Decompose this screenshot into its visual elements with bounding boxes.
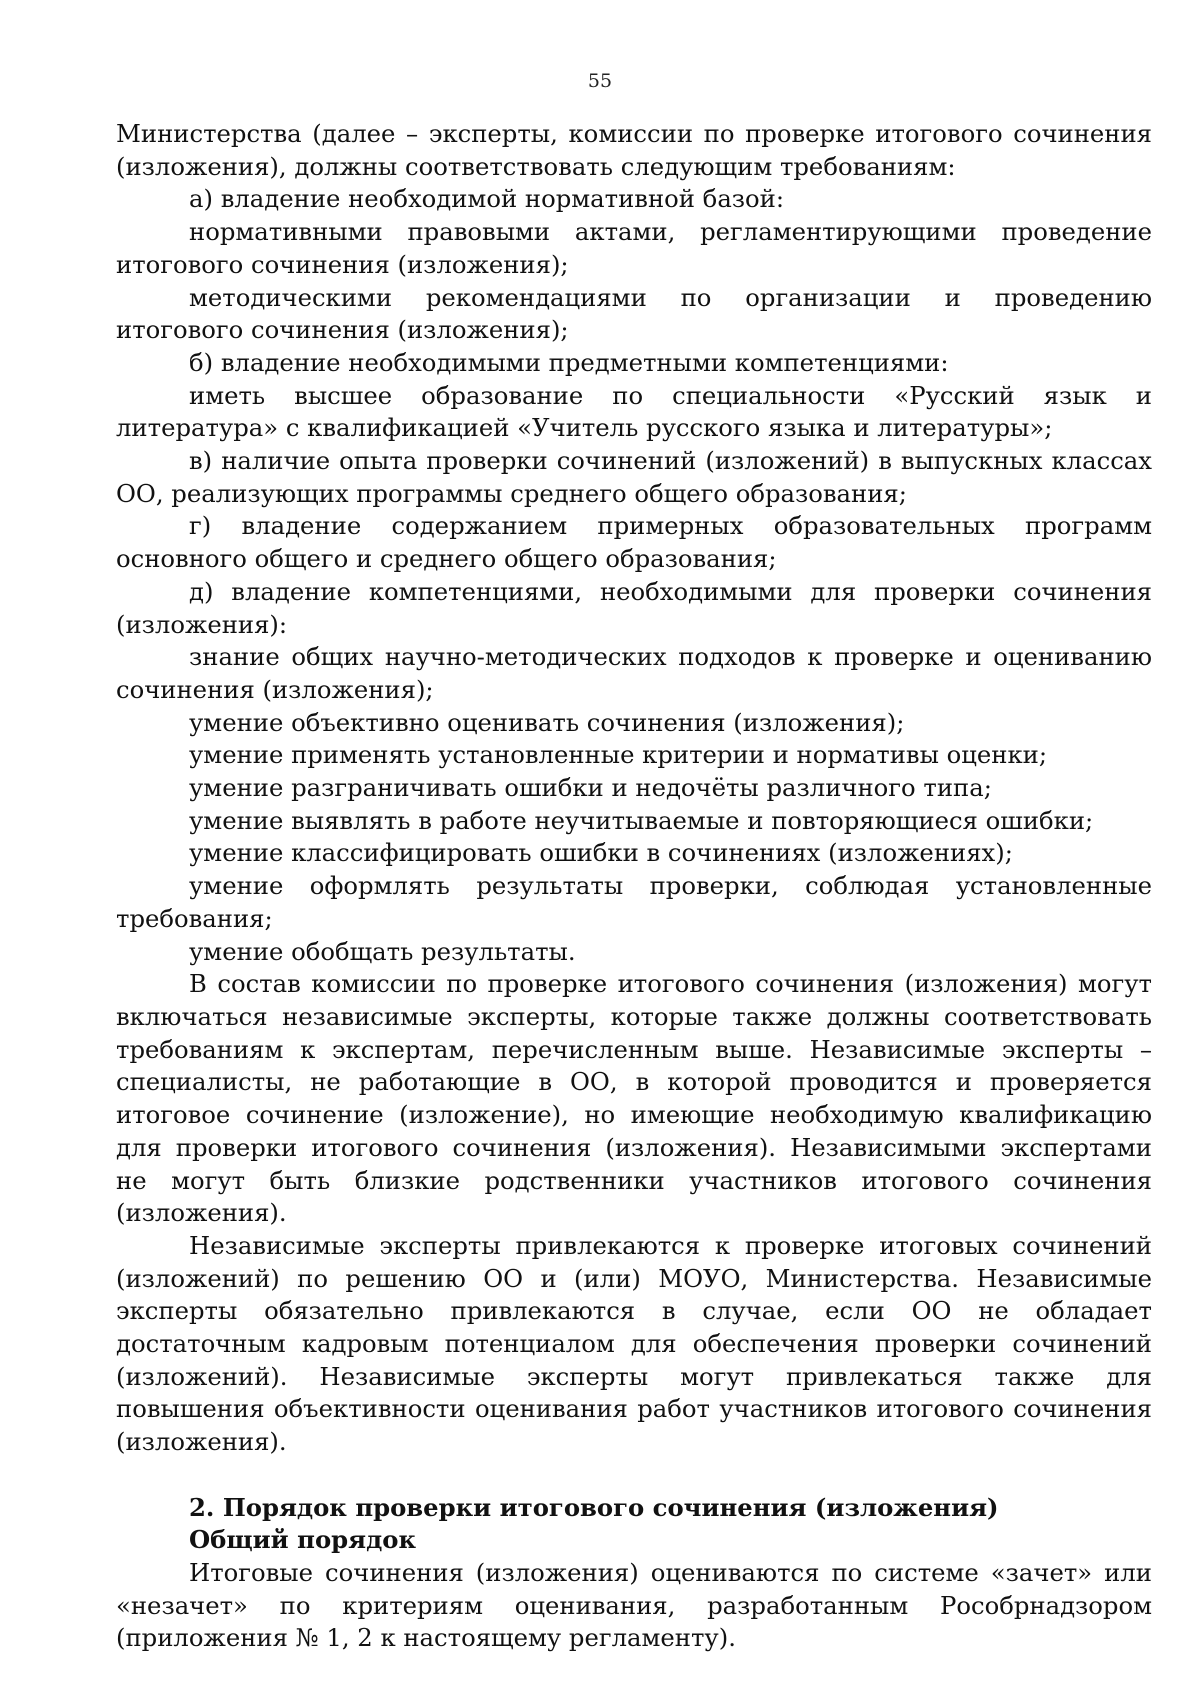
paragraph-skill-4: умение выявлять в работе неучитываемые и повторяющиеся ошибки; bbox=[189, 805, 1094, 835]
paragraph-item-a: а) владение необходимой нормативной базой: bbox=[189, 184, 785, 214]
paragraph-method-recommendations: методическими рекомендациями по организации и проведению итогового сочинения (изложения); bbox=[116, 282, 1152, 345]
paragraph-skill-2: умение применять установленные критерии и нормативы оценки; bbox=[189, 740, 1048, 770]
paragraph-final: Итоговые сочинения (изложения) оцениваются по системе «зачет» или «незачет» по критериям оценивания, разработанным Рособрнадзором (приложения № 1, 2 к настоящему регламенту). bbox=[116, 1557, 1152, 1653]
section-title: 2. Порядок проверки итогового сочинения (изложения) bbox=[189, 1492, 999, 1522]
subsection-title: Общий порядок bbox=[189, 1525, 417, 1555]
paragraph-skill-1: умение объективно оценивать сочинения (изложения); bbox=[189, 707, 905, 737]
page-number: 55 bbox=[587, 70, 613, 92]
paragraph-item-g: г) владение содержанием примерных образовательных программ основного общего и среднего общего образования; bbox=[116, 511, 1152, 574]
paragraph-item-b: б) владение необходимыми предметными компетенциями: bbox=[189, 347, 949, 377]
paragraph-item-d: д) владение компетенциями, необходимыми для проверки сочинения (изложения): bbox=[116, 576, 1152, 639]
blank-line bbox=[116, 1459, 1152, 1492]
paragraph-knowledge: знание общих научно-методических подходов к проверке и оцениванию сочинения (изложения); bbox=[116, 642, 1152, 704]
paragraph-skill-6: умение оформлять результаты проверки, соблюдая установленные требования; bbox=[116, 871, 1152, 933]
paragraph-independent-experts: В состав комиссии по проверке итогового сочинения (изложения) могут включаться независимые эксперты, которые также должны соответствовать требованиям к экспертам, перечисленным выше. Независимые эксперты – специалисты, не работающие в ОО, в которой проводится и проверяется итоговое сочинение (изложение), но имеющие необходимую квалификацию для проверки итогового сочинения (изложения). Независимыми экспертами не могут быть близкие родственники участников итогового сочинения (изложения). bbox=[116, 969, 1152, 1228]
paragraph-legal-acts: нормативными правовыми актами, регламентирующими проведение итогового сочинения (изложения); bbox=[116, 217, 1152, 279]
page-body bbox=[116, 118, 1152, 1655]
paragraph-intro: Министерства (далее – эксперты, комиссии по проверке итогового сочинения (изложения), должны соответствовать следующим требованиям: bbox=[116, 119, 1152, 181]
paragraph-skill-5: умение классифицировать ошибки в сочинениях (изложениях); bbox=[189, 838, 1013, 868]
paragraph-experts-involvement: Независимые эксперты привлекаются к проверке итоговых сочинений (изложений) по решению ОО и (или) МОУО, Министерства. Независимые эксперты обязательно привлекаются в случае, если ОО не обладает достаточным кадровым потенциалом для обеспечения проверки сочинений (изложений). Независимые эксперты могут привлекаться также для повышения объективности оценивания работ участников итогового сочинения (изложения). bbox=[116, 1230, 1152, 1457]
paragraph-higher-education: иметь высшее образование по специальности «Русский язык и литература» с квалификацией «Учитель русского языка и литературы»; bbox=[116, 380, 1152, 443]
paragraph-item-v: в) наличие опыта проверки сочинений (изложений) в выпускных классах ОО, реализующих программы среднего общего образования; bbox=[116, 446, 1152, 508]
paragraph-skill-7: умение обобщать результаты. bbox=[189, 936, 576, 966]
paragraph-skill-3: умение разграничивать ошибки и недочёты различного типа; bbox=[189, 773, 992, 803]
